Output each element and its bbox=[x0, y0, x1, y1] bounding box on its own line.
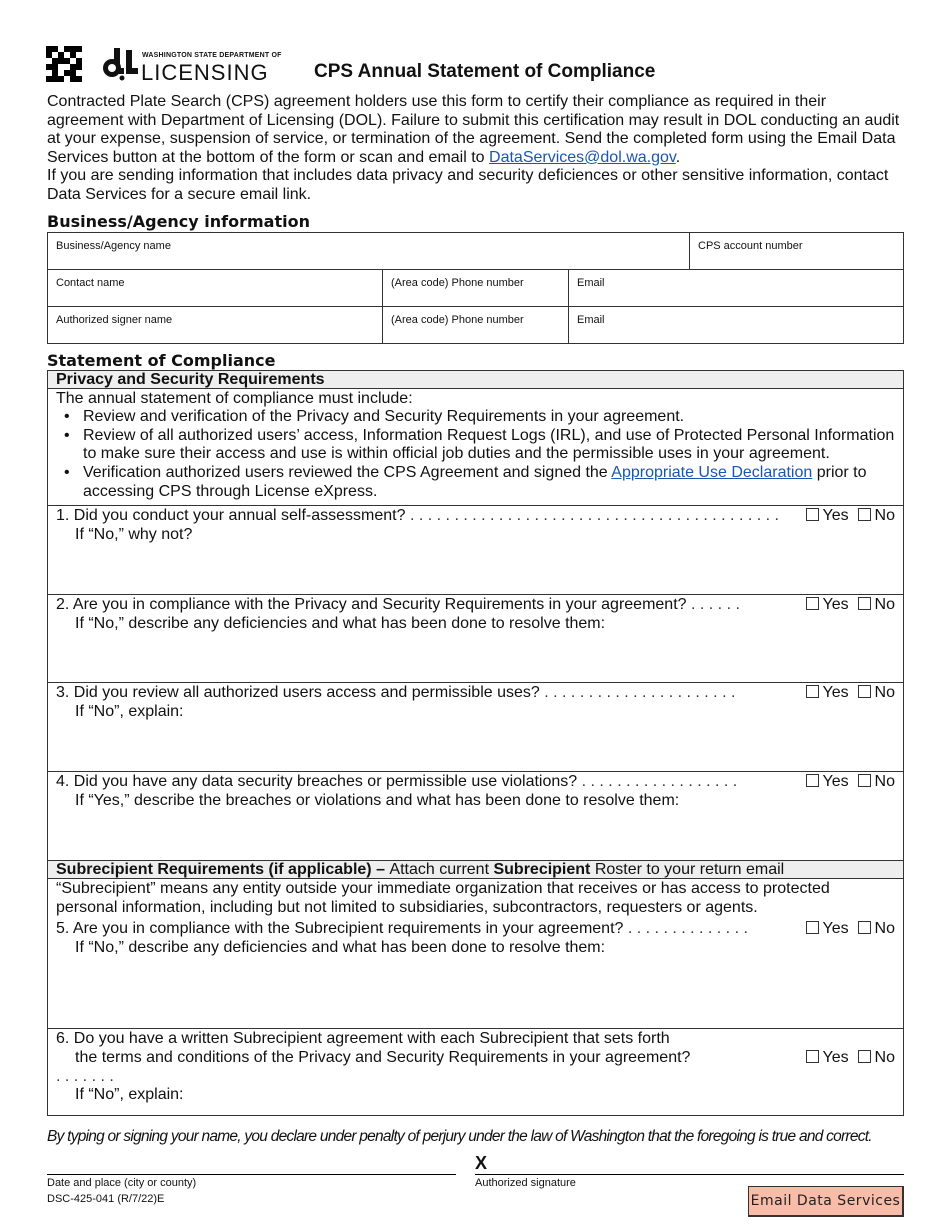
contact-name-field[interactable] bbox=[48, 269, 383, 306]
department-label: WASHINGTON STATE DEPARTMENT OF bbox=[142, 52, 282, 59]
signature-x: X bbox=[475, 1153, 488, 1174]
yes-checkbox[interactable] bbox=[806, 597, 819, 610]
question-row bbox=[48, 919, 903, 1028]
intro-paragraph: Contracted Plate Search (CPS) agreement holders use this form to certify their compliance as required in their agreement with Department of Licensing (DOL). Failure to submit this certification may result in DOL conducting an audit at your expense, suspension of service, or termination of the agreement. Send the completed form using the Email Data Services button at the bottom of the form or scan and email to bbox=[47, 93, 900, 166]
follow-up-text: If “No,” why not? bbox=[75, 525, 193, 543]
no-checkbox[interactable] bbox=[858, 1050, 871, 1063]
follow-up-text: If “No”, explain: bbox=[75, 702, 184, 720]
yes-no-options: Yes No bbox=[806, 684, 895, 703]
follow-up-text: If “No,” describe any deficiencies and what has been done to resolve them: bbox=[75, 614, 606, 632]
field-label: (Area code) Phone number bbox=[391, 276, 524, 289]
date-label: Date and place (city or county) bbox=[47, 1177, 197, 1190]
form-body bbox=[47, 93, 904, 1222]
business-name-field[interactable] bbox=[48, 232, 690, 269]
question-row bbox=[48, 1028, 903, 1115]
no-checkbox[interactable] bbox=[858, 685, 871, 698]
perjury-declaration: By typing or signing your name, you declare under penalty of perjury under the law of Washington that the foregoing is true and correct. bbox=[47, 1128, 872, 1146]
intro-text bbox=[47, 93, 904, 205]
subrecipient-intro: “Subrecipient” means any entity outside your immediate organization that receives or has access to protected personal information, including but not limited to subsidiaries, subcontractors, requesters or agents. bbox=[56, 880, 830, 916]
yes-no-options: Yes No bbox=[806, 773, 895, 792]
question-row bbox=[48, 682, 903, 771]
statement-heading: Statement of Compliance bbox=[47, 350, 276, 370]
field-label: Business/Agency name bbox=[56, 239, 171, 252]
dol-logo-icon bbox=[102, 48, 138, 82]
yes-no-options: Yes No bbox=[806, 1049, 895, 1068]
signature-label: Authorized signature bbox=[475, 1177, 576, 1190]
signer-phone-field[interactable] bbox=[383, 306, 569, 343]
intro-sensitive-note: If you are sending information that includes data privacy and security deficiences or other sensitive information, contact Data Services for a secure email link. bbox=[47, 167, 889, 203]
question-text: 1. Did you conduct your annual self-assessment? . . . . . . . . . . . . . . . . . . . . . . . . . . . . . . . . . . . . . . . . . . If “No,” why not? bbox=[48, 507, 903, 544]
field-label: Contact name bbox=[56, 276, 125, 289]
yes-checkbox[interactable] bbox=[806, 685, 819, 698]
yes-checkbox[interactable] bbox=[806, 921, 819, 934]
signature-line[interactable] bbox=[475, 1174, 904, 1175]
no-checkbox[interactable] bbox=[858, 921, 871, 934]
yes-no-options: Yes No bbox=[806, 596, 895, 615]
must-include-text: The annual statement of compliance must include: bbox=[56, 389, 413, 407]
no-checkbox[interactable] bbox=[858, 597, 871, 610]
yes-checkbox[interactable] bbox=[806, 774, 819, 787]
no-checkbox[interactable] bbox=[858, 774, 871, 787]
field-label: (Area code) Phone number bbox=[391, 313, 524, 326]
intro-period: . bbox=[675, 148, 681, 166]
appropriate-use-link[interactable]: Appropriate Use Declaration bbox=[611, 463, 813, 481]
page-title: CPS Annual Statement of Compliance bbox=[314, 61, 656, 82]
question-row bbox=[48, 771, 903, 860]
question-row bbox=[48, 594, 903, 682]
signer-name-field[interactable] bbox=[48, 306, 383, 343]
phone-field[interactable] bbox=[383, 269, 569, 306]
field-label: CPS account number bbox=[698, 239, 803, 252]
question-text: 2. Are you in compliance with the Privacy and Security Requirements in your agreement? . . . . . . If “No,” describe any deficiencies and what has been done to resolve them: bbox=[48, 596, 903, 633]
barcode-icon bbox=[46, 46, 82, 82]
no-checkbox[interactable] bbox=[858, 508, 871, 521]
yes-no-options: Yes No bbox=[806, 507, 895, 526]
bullet-item: • Review of all authorized users’ access, Information Request Logs (IRL), and use of Protected Personal Information to make sure their access and use is within official job duties and the permissible uses in your agreement. bbox=[64, 426, 895, 463]
question-row bbox=[48, 505, 903, 594]
follow-up-text: If “Yes,” describe the breaches or violations and what has been done to resolve them: bbox=[75, 791, 680, 809]
email-data-services-button[interactable]: Email Data Services bbox=[748, 1186, 904, 1217]
subrecipient-heading: Subrecipient Requirements (if applicable) – Attach current Subrecipient Roster to your return email bbox=[48, 860, 903, 879]
field-label: Email bbox=[577, 313, 605, 326]
bullet-item: • Verification authorized users reviewed the CPS Agreement and signed the Appropriate Use Declaration prior to accessing CPS through License eXpress. bbox=[64, 463, 867, 500]
field-label: Authorized signer name bbox=[56, 313, 173, 326]
signer-email-field[interactable] bbox=[569, 306, 904, 343]
agency-name: LICENSING bbox=[141, 60, 269, 85]
business-info-table bbox=[47, 232, 904, 344]
question-text: 3. Did you review all authorized users access and permissible uses? . . . . . . . . . . . . . . . . . . . . . . If “No”, explain: bbox=[48, 684, 903, 721]
bullet-item: • Review and verification of the Privacy and Security Requirements in your agreement. bbox=[64, 408, 685, 426]
question-text: 6. Do you have a written Subrecipient agreement with each Subrecipient that sets forth the terms and conditions of the Privacy and Security Requirements in your agreement? . . . . . . . If “No”, explain: bbox=[48, 1030, 903, 1104]
yes-no-options: Yes No bbox=[806, 920, 895, 939]
email-field[interactable] bbox=[569, 269, 904, 306]
signature-area bbox=[47, 1152, 904, 1222]
form-id: DSC-425-041 (R/7/22)E bbox=[47, 1193, 165, 1206]
yes-checkbox[interactable] bbox=[806, 1050, 819, 1063]
email-link[interactable]: DataServices@dol.wa.gov bbox=[489, 148, 676, 166]
compliance-box bbox=[47, 370, 904, 1117]
field-label: Email bbox=[577, 276, 605, 289]
question-text: 4. Did you have any data security breaches or permissible use violations? . . . . . . . . . . . . . . . . . . If “Yes,” describe the breaches or violations and what has been done to resolve them: bbox=[48, 773, 903, 810]
date-line[interactable] bbox=[47, 1174, 456, 1175]
privacy-heading: Privacy and Security Requirements bbox=[48, 371, 903, 389]
follow-up-text: If “No”, explain: bbox=[75, 1086, 184, 1104]
question-text: 5. Are you in compliance with the Subrecipient requirements in your agreement? . . . . . . . . . . . . . . If “No,” describe any deficiencies and what has been done to resolve them: bbox=[48, 920, 903, 957]
business-heading: Business/Agency information bbox=[47, 211, 310, 231]
cps-account-field[interactable] bbox=[690, 232, 904, 269]
requirements-list bbox=[48, 389, 903, 506]
follow-up-text: If “No,” describe any deficiencies and what has been done to resolve them: bbox=[75, 938, 606, 956]
yes-checkbox[interactable] bbox=[806, 508, 819, 521]
